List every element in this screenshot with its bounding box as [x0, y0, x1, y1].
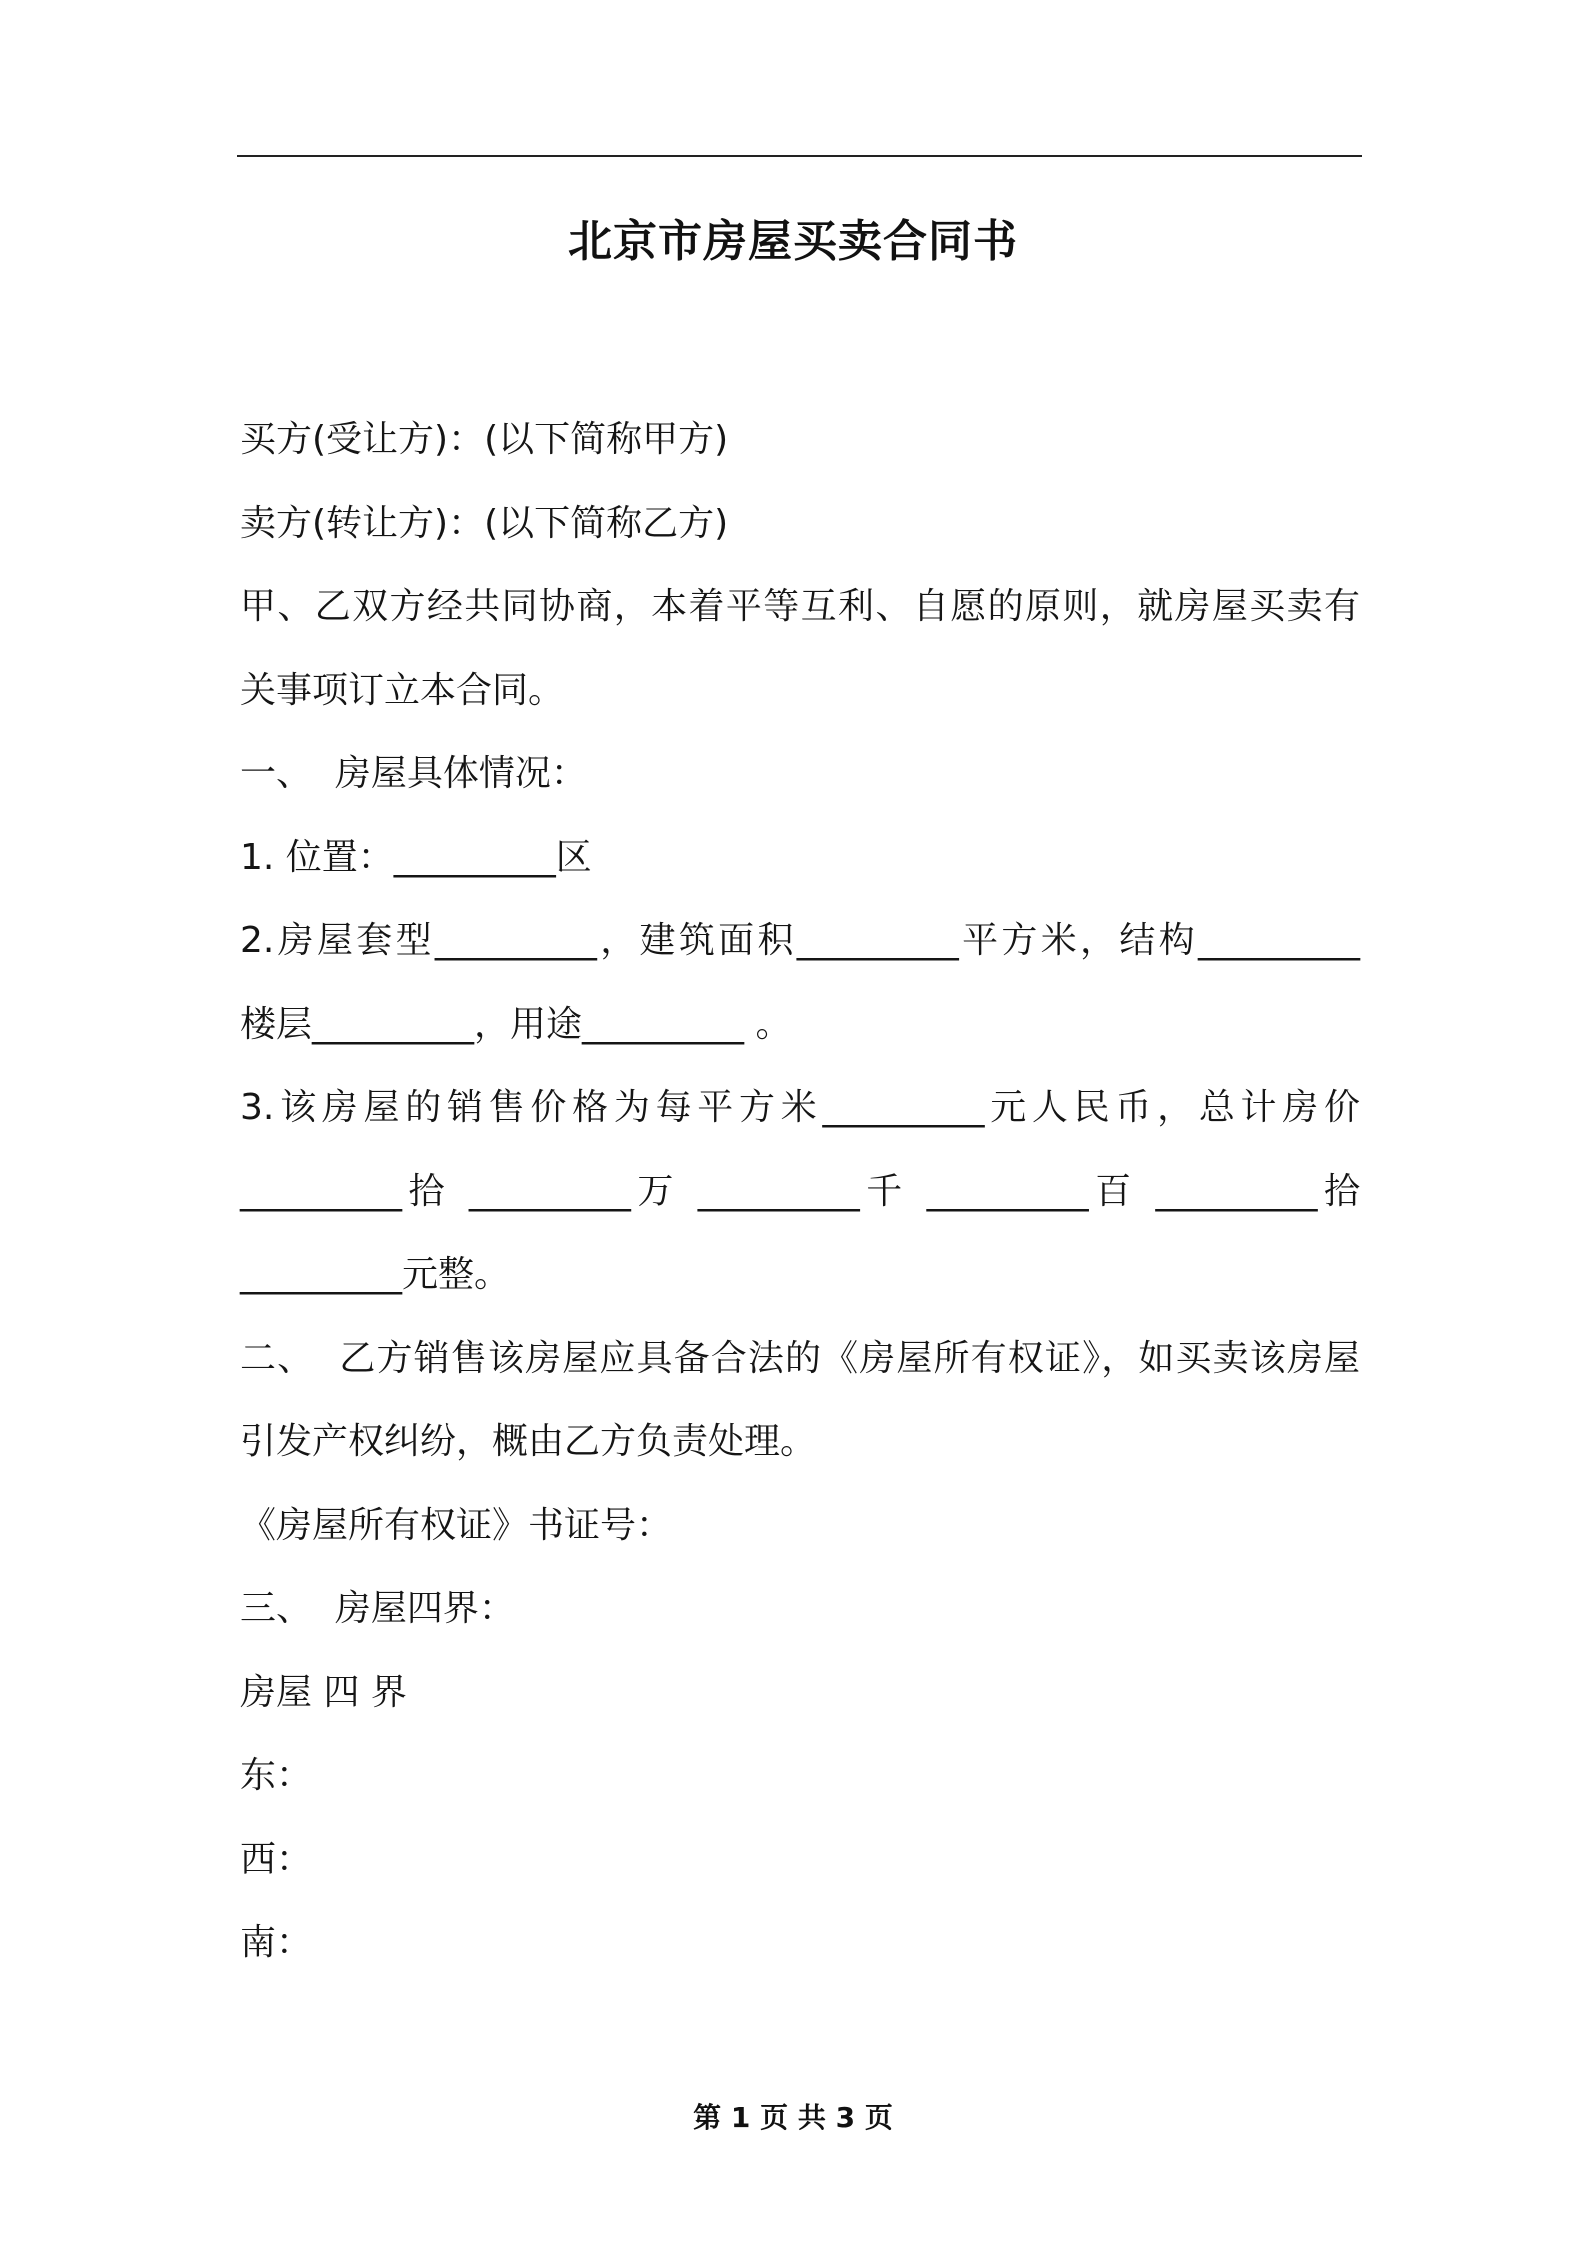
house-type-line-1: 2.房屋套型_________，建筑面积_________平方米，结构_________	[240, 920, 1360, 961]
section-2-line-1: 二、 乙方销售该房屋应具备合法的《房屋所有权证》，如买卖该房屋	[240, 1338, 1360, 1379]
buyer-line: 买方(受让方)：(以下简称甲方)	[240, 419, 729, 460]
section-1-heading: 一、 房屋具体情况：	[240, 753, 587, 794]
house-type-line-2: 楼层_________，用途_________ 。	[240, 1004, 792, 1045]
boundary-east: 东：	[240, 1755, 313, 1796]
location-line: 1. 位置：_________区	[240, 837, 592, 878]
price-line-1: 3.该房屋的销售价格为每平方米_________元人民币，总计房价	[240, 1087, 1360, 1128]
seller-line: 卖方(转让方)：(以下简称乙方)	[240, 503, 729, 544]
certificate-number-line: 《房屋所有权证》书证号：	[240, 1505, 673, 1546]
intro-paragraph-line-1: 甲、乙双方经共同协商，本着平等互利、自愿的原则，就房屋买卖有	[240, 586, 1360, 627]
boundary-south: 南：	[240, 1922, 313, 1963]
section-3-heading: 三、 房屋四界：	[240, 1588, 515, 1629]
intro-paragraph-line-2: 关事项订立本合同。	[240, 670, 565, 711]
header-rule	[237, 155, 1362, 157]
price-line-2: _________拾 _________万 _________千 _________百 _________拾	[240, 1171, 1360, 1212]
document-title: 北京市房屋买卖合同书	[568, 216, 1018, 267]
price-line-3: _________元整。	[240, 1254, 511, 1295]
section-2-line-2: 引发产权纠纷，概由乙方负责处理。	[240, 1421, 817, 1462]
boundary-west: 西：	[240, 1839, 313, 1880]
page-number-footer: 第 1 页 共 3 页	[693, 2101, 893, 2134]
boundary-heading: 房屋 四 界	[240, 1672, 407, 1713]
